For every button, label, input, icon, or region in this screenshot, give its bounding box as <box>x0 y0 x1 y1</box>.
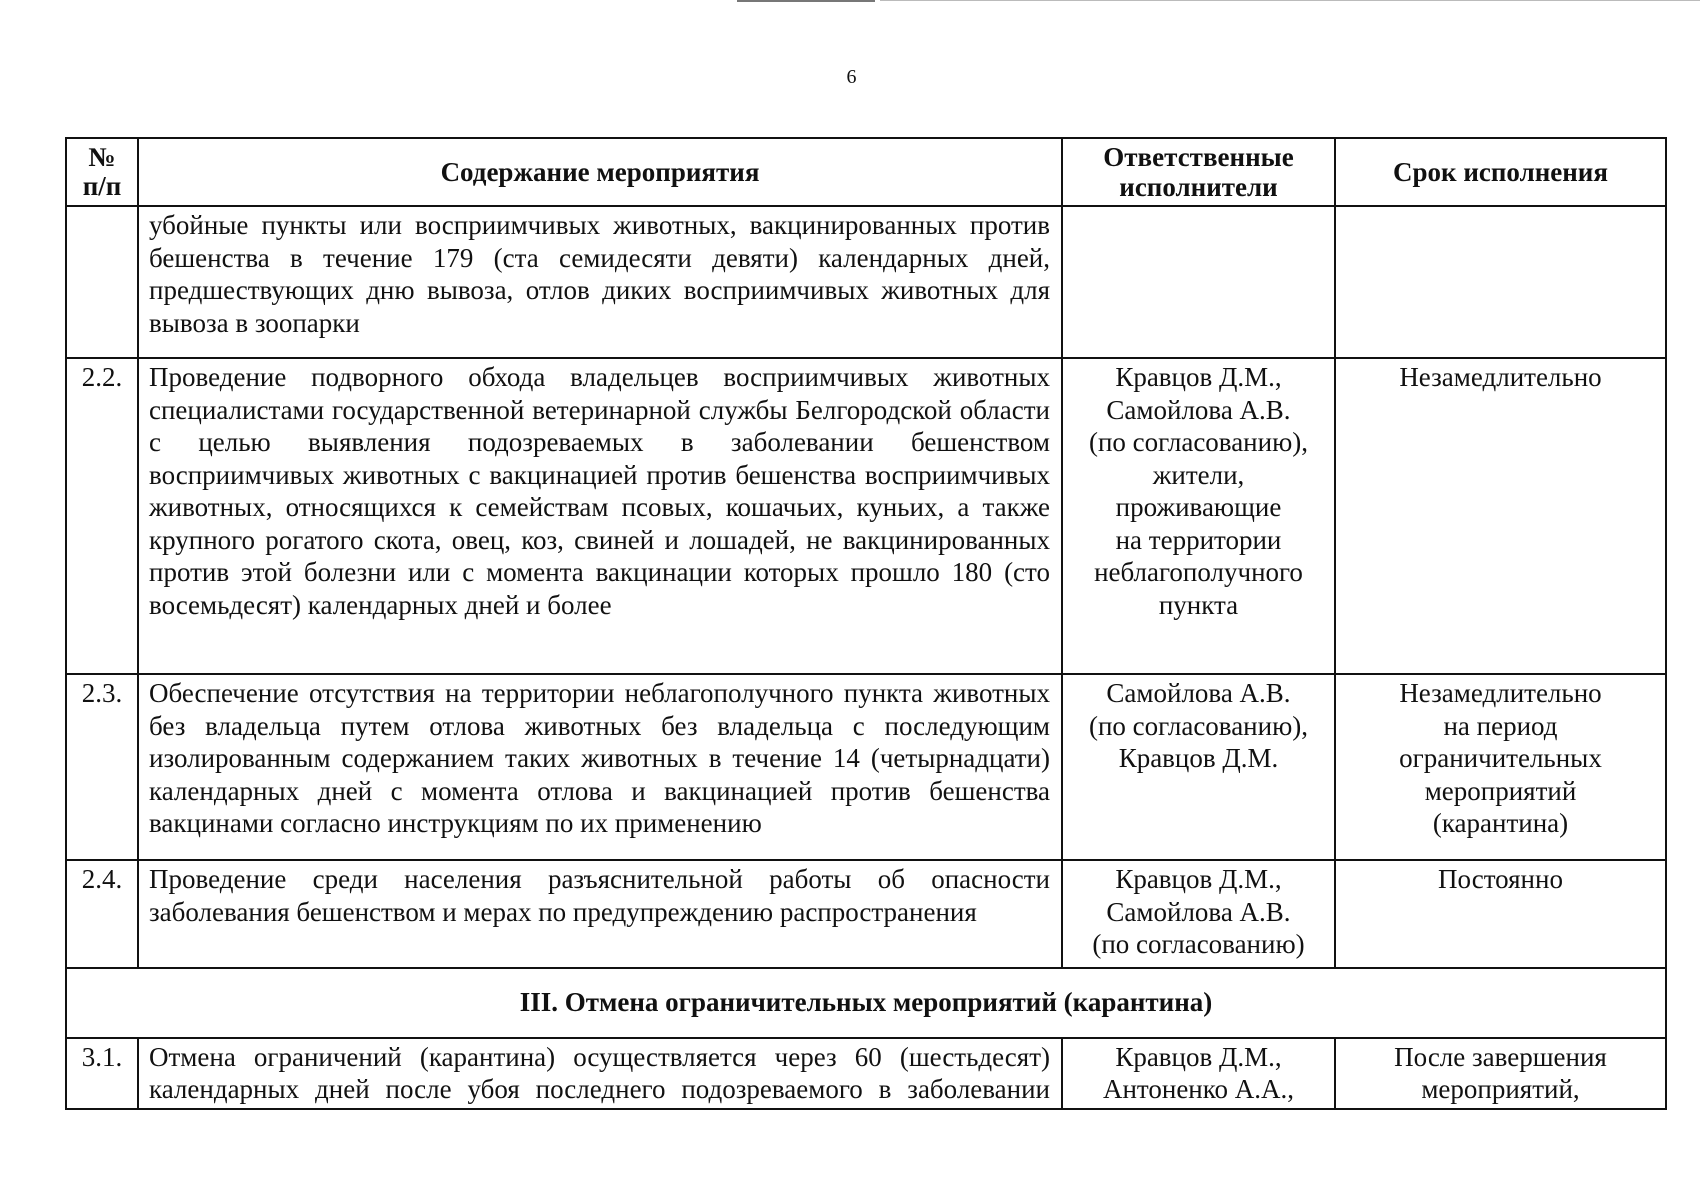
header-number: № п/п <box>66 138 138 206</box>
row-responsible: Кравцов Д.М., Самойлова А.В. (по согласованию) <box>1062 860 1335 968</box>
row-number <box>66 206 138 358</box>
row-content: Отмена ограничений (карантина) осуществляется через 60 (шестьдесят) календарных дней после убоя последнего подозреваемого в заболевании <box>138 1038 1062 1109</box>
table-row <box>66 860 1666 968</box>
header-content: Содержание мероприятия <box>138 138 1062 206</box>
row-number: 2.3. <box>66 674 138 860</box>
header-deadline: Срок исполнения <box>1335 138 1666 206</box>
row-responsible: Кравцов Д.М., Антоненко А.А., <box>1062 1038 1335 1109</box>
table-header-row <box>66 138 1666 206</box>
page-number: 6 <box>846 66 857 88</box>
row-responsible: Кравцов Д.М., Самойлова А.В. (по согласованию), жители, проживающие на территории неблагополучного пункта <box>1062 358 1335 674</box>
row-deadline: Незамедлительно на период ограничительных мероприятий (карантина) <box>1335 674 1666 860</box>
section-title: III. Отмена ограничительных мероприятий (карантина) <box>66 968 1666 1038</box>
table-row <box>66 358 1666 674</box>
header-responsible: Ответственные исполнители <box>1062 138 1335 206</box>
scan-artifact-line <box>737 0 875 2</box>
row-number: 3.1. <box>66 1038 138 1109</box>
row-responsible <box>1062 206 1335 358</box>
table-row <box>66 1038 1666 1109</box>
row-content: убойные пункты или восприимчивых животных, вакцинированных против бешенства в течение 179 (ста семидесяти девяти) календарных дней, предшествующих дню вывоза, отлов диких восприимчивых животных для вывоза в зоопарки <box>138 206 1062 358</box>
section-row <box>66 968 1666 1038</box>
row-number: 2.4. <box>66 860 138 968</box>
measures-table <box>65 137 1667 1110</box>
row-deadline: После завершения мероприятий, <box>1335 1038 1666 1109</box>
scan-artifact-line <box>880 0 1700 1</box>
row-content: Обеспечение отсутствия на территории неблагополучного пункта животных без владельца путем отлова животных без владельца с последующим изолированным содержанием таких животных в течение 14 (четырнадцати) календарных дней с момента отлова и вакцинацией против бешенства вакцинами согласно инструкциям по их применению <box>138 674 1062 860</box>
row-content: Проведение подворного обхода владельцев восприимчивых животных специалистами государственной ветеринарной службы Белгородской области с целью выявления подозреваемых в заболевании бешенством восприимчивых животных с вакцинацией против бешенства восприимчивых животных, относящихся к семействам псовых, кошачьих, куньих, а также крупного рогатого скота, овец, коз, свиней и лошадей, не вакцинированных против этой болезни или с момента вакцинации которых прошло 180 (сто восемьдесят) календарных дней и более <box>138 358 1062 674</box>
row-deadline: Незамедлительно <box>1335 358 1666 674</box>
row-content: Проведение среди населения разъяснительной работы об опасности заболевания бешенством и мерах по предупреждению распространения <box>138 860 1062 968</box>
row-number: 2.2. <box>66 358 138 674</box>
table-row <box>66 674 1666 860</box>
table-row <box>66 206 1666 358</box>
row-responsible: Самойлова А.В. (по согласованию), Кравцов Д.М. <box>1062 674 1335 860</box>
row-deadline: Постоянно <box>1335 860 1666 968</box>
row-deadline <box>1335 206 1666 358</box>
